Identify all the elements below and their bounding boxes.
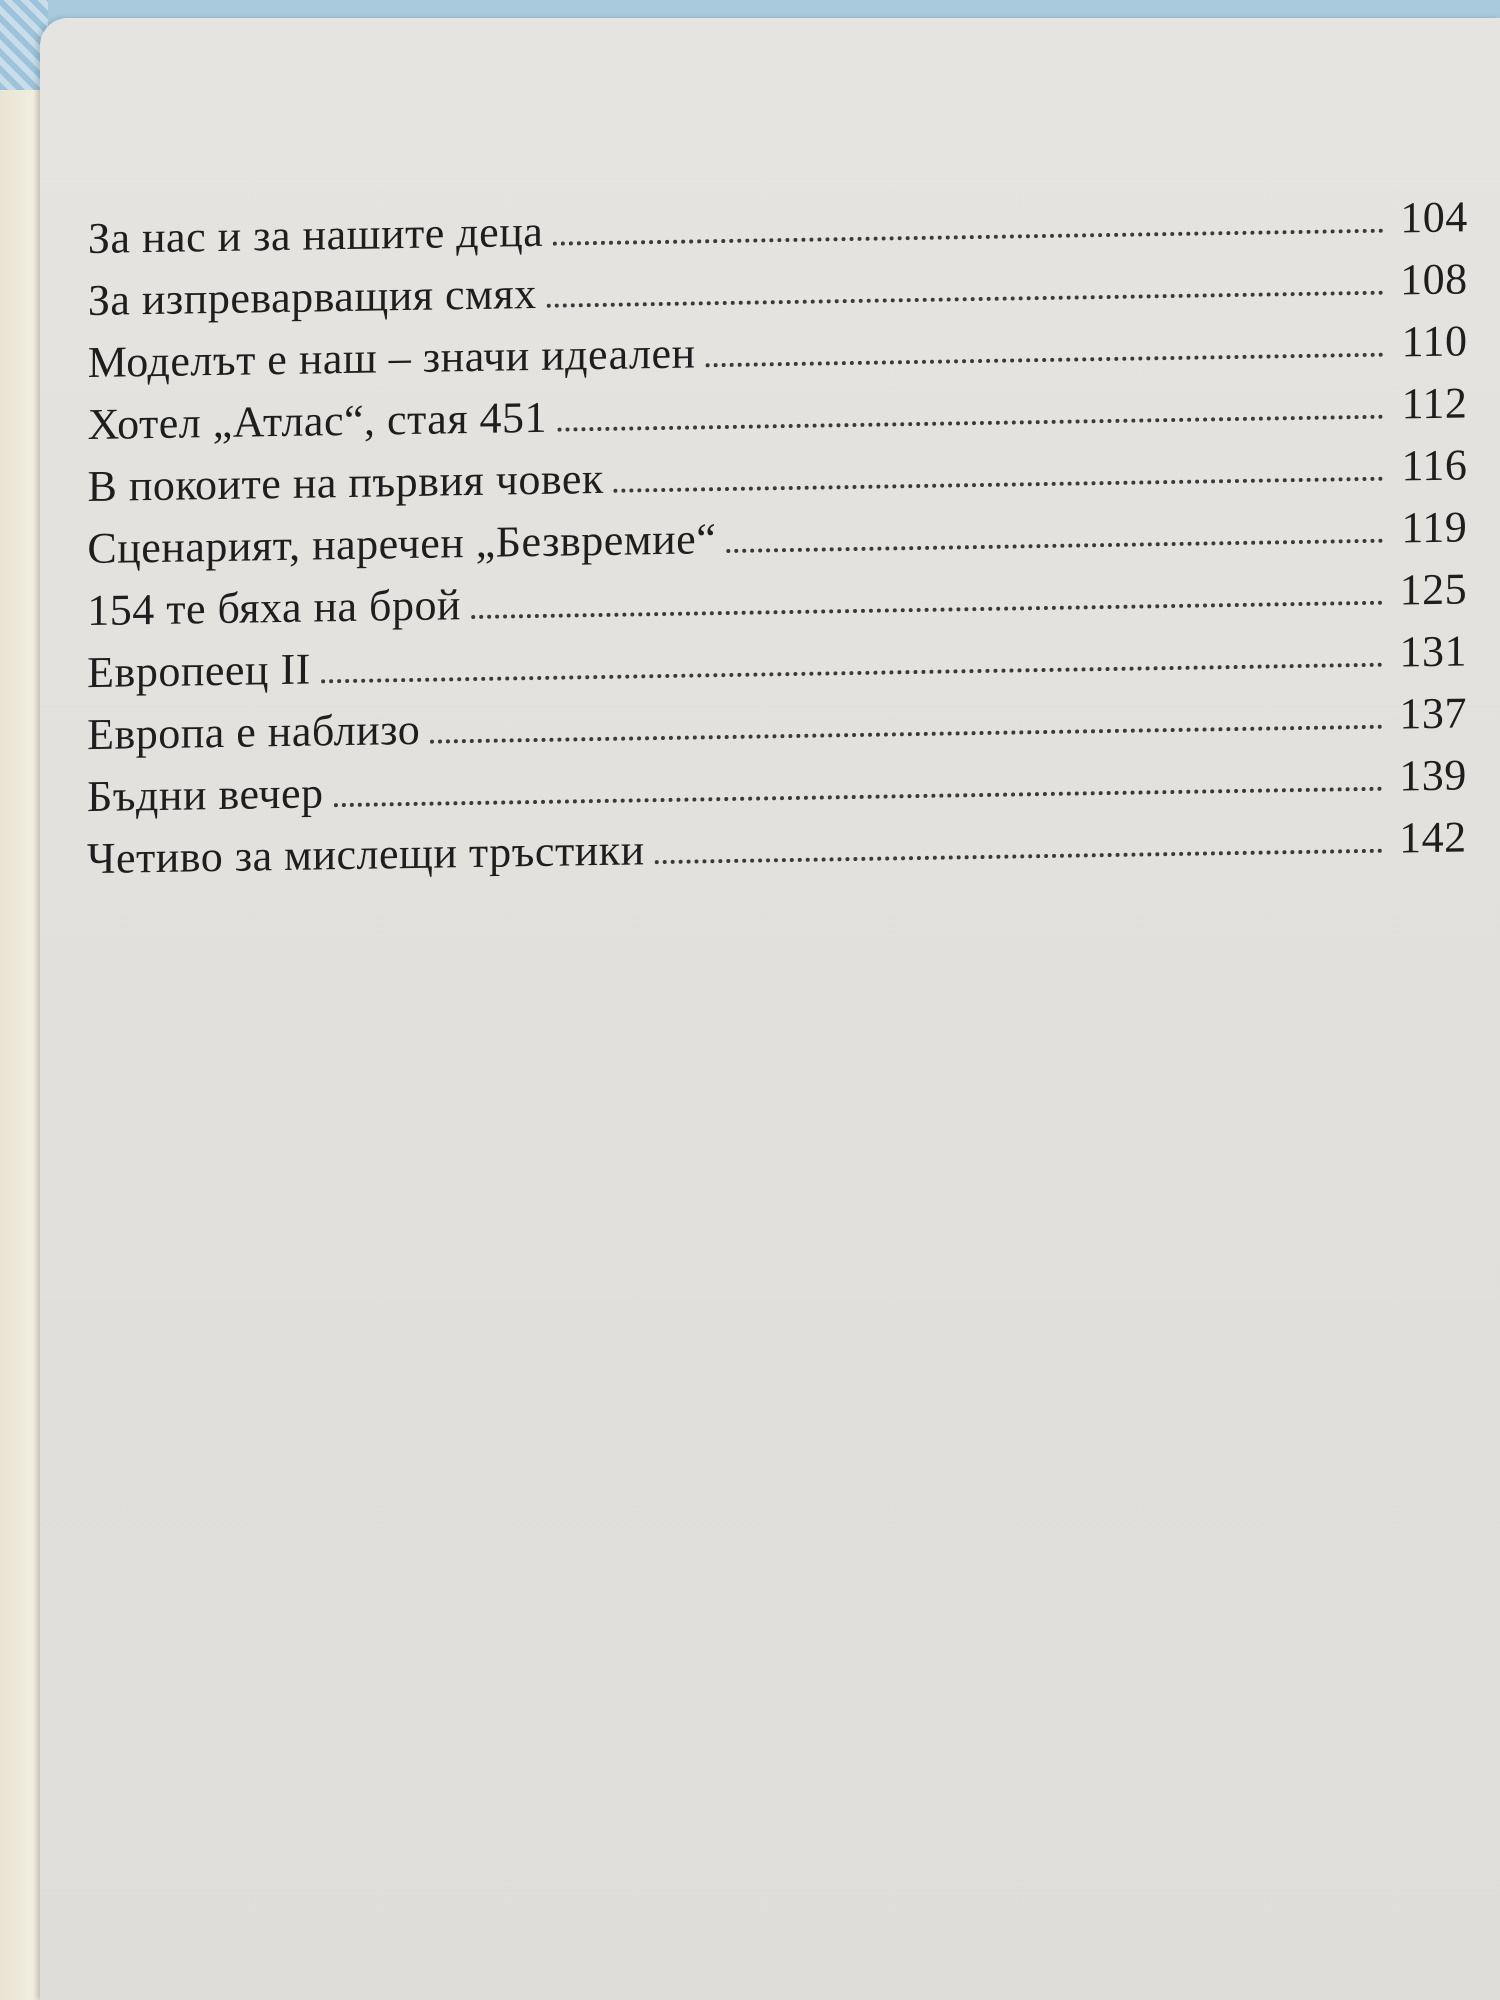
toc-entry-title: Европа е наблизо [87,704,421,760]
toc-entry-title: За нас и за нашите деца [87,206,544,264]
toc-entry-page: 110 [1401,316,1468,367]
toc-dot-leader [547,291,1384,308]
toc-dot-leader [655,849,1383,864]
toc-entry-title: Моделът е наш – значи идеален [87,328,696,388]
toc-entry-page: 104 [1400,192,1468,243]
toc-entry-title: Бъдни вечер [86,768,324,822]
toc-entry-title: За изпреварващия смях [87,268,537,326]
toc-entry-page: 131 [1399,626,1468,677]
toc-dot-leader [334,787,1383,807]
toc-entry-title: Сценарият, наречен „Безвремие“ [87,514,717,574]
toc-entry-page: 112 [1401,378,1468,429]
toc-entry-title: Хотел „Атлас“, стая 451 [87,392,548,450]
toc-entry-page: 119 [1401,502,1468,553]
toc-entry-title: Четиво за мислещи тръстики [86,825,645,884]
toc-dot-leader [706,353,1384,368]
toc-entry-title: Европеец II [87,644,311,698]
toc-dot-leader [557,415,1383,432]
toc-dot-leader [614,477,1384,493]
toc-dot-leader [430,725,1383,744]
toc-entry-page: 116 [1401,440,1468,491]
toc-entry-page: 125 [1399,564,1468,615]
toc-entry-page: 142 [1399,812,1467,863]
toc-entry-page: 139 [1399,750,1467,801]
toc-dot-leader [471,601,1383,619]
table-of-contents [87,191,1468,895]
toc-dot-leader [553,229,1384,246]
book-page [40,18,1500,2000]
toc-entry-title: В покоите на първия човек [87,453,604,512]
toc-entry-page: 137 [1399,688,1467,739]
toc-entry-page: 108 [1400,254,1468,305]
toc-entry-title: 154 те бяха на брой [87,580,462,636]
toc-dot-leader [321,663,1383,684]
toc-dot-leader [726,539,1383,553]
